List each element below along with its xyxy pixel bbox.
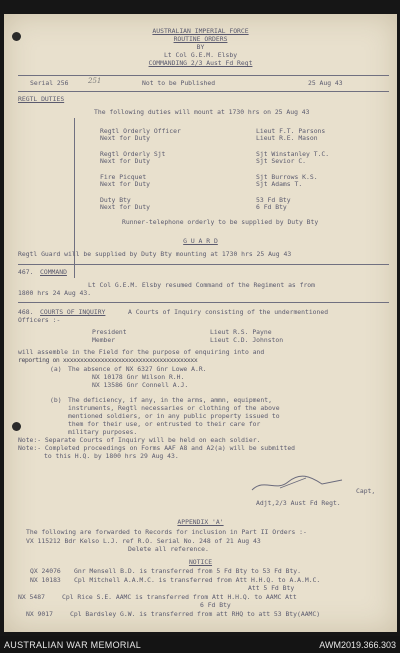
- clause-text: military purposes.: [68, 428, 138, 436]
- duty-role: Regtl Orderly Officer: [100, 127, 181, 135]
- signature-rank: Capt,: [356, 487, 376, 495]
- duty-name: Sjt Adams T.: [256, 180, 303, 188]
- item-number: 467.: [18, 268, 34, 276]
- guard-text: Regtl Guard will be supplied by Duty Bty mounting at 1730 hrs 25 Aug 43: [18, 250, 292, 258]
- clause-text: them for their use, or entrusted to their care for: [68, 420, 261, 428]
- force-title: AUSTRALIAN IMPERIAL FORCE: [152, 27, 249, 35]
- duty-role: Next for Duty: [100, 157, 151, 165]
- item-number: 468.: [18, 308, 34, 316]
- duty-name: Sjt Burrows K.S.: [256, 173, 318, 181]
- command-heading: COMMAND: [40, 268, 67, 276]
- guard-heading: G U A R D: [183, 237, 218, 245]
- clause-text: The deficiency, if any, in the arms, ammn, equipment,: [68, 396, 272, 404]
- punch-hole: [12, 422, 21, 431]
- president-name: Lieut R.S. Payne: [210, 328, 272, 336]
- clause-label: (b): [50, 396, 62, 404]
- notice-text: Cpl Bardsley G.W. is transferred from att RHQ to att 53 Bty(AAMC): [70, 610, 321, 618]
- service-number: NX 10183: [30, 576, 61, 584]
- archive-footer: [0, 636, 400, 653]
- divider: [18, 75, 389, 76]
- duty-name: 6 Fd Bty: [256, 203, 287, 211]
- order-date: 25 Aug 43: [308, 79, 343, 87]
- appendix-heading: APPENDIX 'A': [177, 518, 224, 526]
- note-text: Note:- Completed proceedings on Forms AAF A8 and A2(a) will be submitted: [18, 444, 296, 452]
- duty-role: Fire Picquet: [100, 173, 147, 181]
- duty-role: Next for Duty: [100, 180, 151, 188]
- inquiry-text: A Courts of Inquiry consisting of the undermentioned: [128, 308, 329, 316]
- appendix-intro: The following are forwarded to Records for inclusion in Part II Orders :-: [26, 528, 307, 536]
- note-text: to this H.Q. by 1800 hrs 29 Aug 43.: [44, 452, 179, 460]
- clause-text: instruments, Regtl necessaries or clothing of the above: [68, 404, 280, 412]
- signature-title: Adjt,2/3 Aust Fd Regt.: [256, 499, 341, 507]
- orders-title: ROUTINE ORDERS: [173, 35, 228, 43]
- inquiry-text: will assemble in the Field for the purpose of enquiring into and: [18, 348, 265, 356]
- duty-role: Next for Duty: [100, 203, 151, 211]
- serial-number: Serial 256: [30, 79, 69, 87]
- duty-name: Lieut R.E. Mason: [256, 134, 318, 142]
- duties-heading: REGTL DUTIES: [18, 95, 65, 103]
- appendix-text: VX 115212 Bdr Kelso L.J. ref R.O. Serial No. 248 of 21 Aug 43: [26, 537, 261, 545]
- command-text: 1800 hrs 24 Aug 43.: [18, 289, 92, 297]
- clause-label: (a): [50, 365, 62, 373]
- notice-text: Gnr Mensell B.D. is transferred from 5 Fd Bty to 53 Fd Bty.: [74, 567, 302, 575]
- service-number: NX 9017: [26, 610, 53, 618]
- clause-text: mentioned soldiers, or in any public property issued to: [68, 412, 280, 420]
- notice-text: Cpl Mitchell A.A.M.C. is transferred from Att H.H.Q. to A.A.M.C.: [74, 576, 321, 584]
- appendix-text: Delete all reference.: [128, 545, 209, 553]
- archive-name: AUSTRALIAN WAR MEMORIAL: [4, 640, 142, 650]
- notice-text: 6 Fd Bty: [200, 601, 231, 609]
- service-number: NX 5487: [18, 593, 45, 601]
- note-text: Note:- Separate Courts of Inquiry will be held on each soldier.: [18, 436, 261, 444]
- clause-text: The absence of NX 6327 Gnr Lowe A.R.: [68, 365, 207, 373]
- notice-text: Cpl Rice S.E. AAMC is transferred from Att H.H.Q. to AAMC Att: [62, 593, 297, 601]
- president-label: President: [92, 328, 127, 336]
- divider: [18, 264, 389, 265]
- duty-role: Regtl Orderly Sjt: [100, 150, 166, 158]
- clause-text: NX 13586 Gnr Connell A.J.: [92, 381, 189, 389]
- duty-name: Sjt Winstanley T.C.: [256, 150, 330, 158]
- inquiry-text: reporting on xxxxxxxxxxxxxxxxxxxxxxxxxxxxxxxxxxxxxxx: [18, 356, 198, 364]
- clause-text: NX 10178 Gnr Wilson R.H.: [92, 373, 185, 381]
- member-name: Lieut C.D. Johnston: [210, 336, 284, 344]
- inquiry-text: Officers :-: [18, 316, 61, 324]
- signature-mark: [250, 474, 344, 494]
- command-title: COMMANDING 2/3 Aust Fd Regt: [148, 59, 253, 67]
- serial-annotation: 251: [88, 77, 102, 85]
- duty-name: 53 Fd Bty: [256, 196, 291, 204]
- duty-role: Duty Bty: [100, 196, 131, 204]
- member-label: Member: [92, 336, 116, 344]
- accession-number: AWM2019.366.303: [319, 640, 396, 650]
- order-sheet: [4, 14, 397, 632]
- notice-text: Att 5 Fd Bty: [248, 584, 295, 592]
- runner-note: Runner-telephone orderly to be supplied by Duty Bty: [122, 218, 319, 226]
- duties-intro: The following duties will mount at 1730 hrs on 25 Aug 43: [94, 108, 310, 116]
- service-number: QX 24076: [30, 567, 61, 575]
- inquiry-heading: COURTS OF INQUIRY: [40, 308, 106, 316]
- duty-name: Lieut F.T. Parsons: [256, 127, 326, 135]
- notice-heading: NOTICE: [188, 558, 213, 566]
- divider: [18, 302, 389, 303]
- by-label: BY: [196, 43, 205, 51]
- officer-name: Lt Col G.E.M. Elsby: [163, 51, 238, 59]
- command-text: Lt Col G.E.M. Elsby resumed Command of the Regiment as from: [88, 281, 316, 289]
- duty-role: Next for Duty: [100, 134, 151, 142]
- divider: [18, 91, 389, 92]
- duty-name: Sjt Sevior C.: [256, 157, 307, 165]
- publication-note: Not to be Published: [142, 79, 216, 87]
